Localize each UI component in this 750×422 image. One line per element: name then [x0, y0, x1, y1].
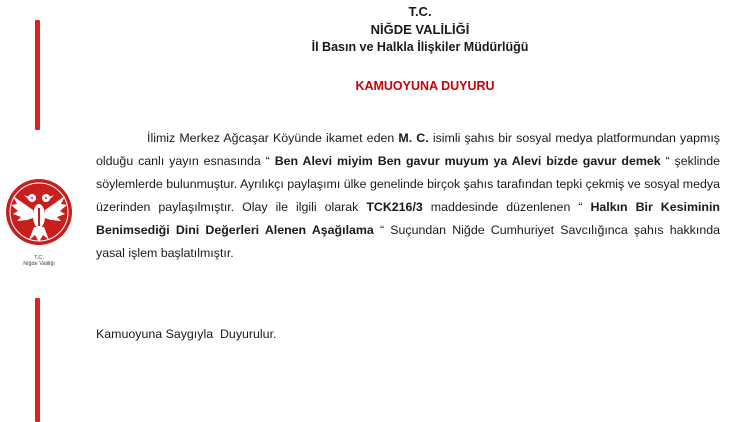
double-headed-eagle-icon [3, 170, 75, 255]
body-text-seg5: “ Suçundan Niğde Cumhuriyet Savcılığınca şahıs hakkında yasal işlem başlatılmıştır. [96, 223, 720, 260]
decorative-red-line-bottom [35, 298, 40, 422]
seal-caption-tc: T.C. [34, 255, 44, 261]
crime-name: Halkın Bir Kesiminin Benimsediği Dini Değerleri Alenen Aşağılama [96, 200, 721, 237]
quoted-statement: Ben Alevi miyim Ben gavur muyum ya Alevi bizde gavur demek [274, 154, 661, 168]
body-text-seg1: İlimiz Merkez Ağcaşar Köyünde ikamet eden [147, 131, 399, 145]
body-text-seg4: maddesinde düzenlenen “ [422, 200, 591, 214]
body-text-seg2: isimli şahıs bir sosyal medya platformundan yapmış olduğu canlı yayın esnasında “ [96, 131, 720, 168]
header-tc: T.C. [408, 4, 432, 19]
decorative-red-line-top [35, 20, 40, 130]
body-text-seg3: “ şeklinde söylemlerde bulunmuştur. Ayrılıkçı paylaşımı ülke genelinde birçok şahıs tarafından tepki çekmiş ve sosyal medya üzerinden paylaşılmıştır. Olay ile ilgili olarak [96, 154, 720, 214]
header-directorate: İl Basın ve Halkla İlişkiler Müdürlüğü [311, 40, 529, 54]
nigde-valiligi-seal [3, 170, 73, 265]
law-article: TCK216/3 [366, 200, 423, 214]
announcement-title: KAMUOYUNA DUYURU [355, 79, 495, 93]
announcement-body [96, 127, 720, 265]
closing-line: Kamuoyuna Saygıyla Duyurulur. [96, 327, 277, 341]
person-initials: M. C. [398, 131, 429, 145]
seal-caption-valilik: Niğde Valiliği [23, 261, 55, 267]
header-governorship: NİĞDE VALİLİĞİ [370, 22, 470, 37]
